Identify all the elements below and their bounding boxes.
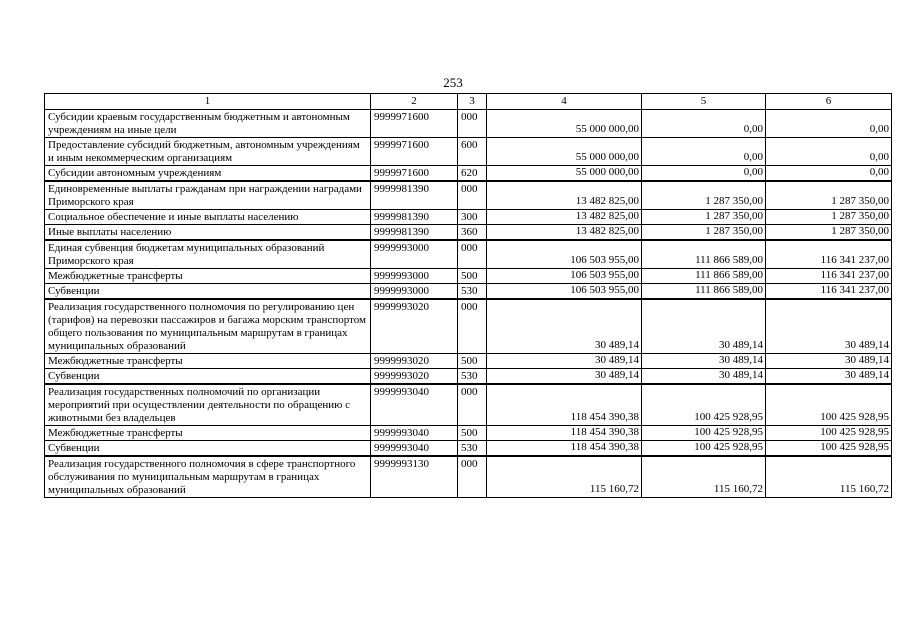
table-row — [45, 181, 892, 210]
table-row — [45, 456, 892, 498]
row-code-cell: 9999993040 — [371, 384, 458, 426]
row-value-col4: 118 454 390,38 — [487, 426, 642, 441]
row-value-col5: 111 866 589,00 — [642, 240, 766, 269]
row-value-col4: 106 503 955,00 — [487, 269, 642, 284]
row-type-cell: 530 — [458, 369, 487, 385]
row-value-col6: 0,00 — [766, 110, 892, 138]
row-value-col5: 100 425 928,95 — [642, 441, 766, 457]
row-value-col6: 116 341 237,00 — [766, 240, 892, 269]
row-type-cell: 000 — [458, 384, 487, 426]
row-value-col5: 1 287 350,00 — [642, 225, 766, 241]
row-type-cell: 530 — [458, 441, 487, 457]
row-type-cell: 500 — [458, 426, 487, 441]
table-row — [45, 299, 892, 354]
row-value-col4: 13 482 825,00 — [487, 225, 642, 241]
table-row — [45, 284, 892, 300]
row-value-col6: 1 287 350,00 — [766, 225, 892, 241]
table-row — [45, 225, 892, 241]
row-value-col4: 55 000 000,00 — [487, 166, 642, 182]
row-value-col4: 13 482 825,00 — [487, 210, 642, 225]
row-value-col4: 30 489,14 — [487, 299, 642, 354]
row-value-col4: 30 489,14 — [487, 354, 642, 369]
row-value-col5: 1 287 350,00 — [642, 181, 766, 210]
column-header: 6 — [766, 94, 892, 110]
row-type-cell: 500 — [458, 354, 487, 369]
table-row — [45, 269, 892, 284]
row-code-cell: 9999993020 — [371, 299, 458, 354]
row-code-cell: 9999993040 — [371, 426, 458, 441]
table-row — [45, 384, 892, 426]
row-name-cell: Субвенции — [45, 284, 371, 300]
row-value-col6: 116 341 237,00 — [766, 269, 892, 284]
row-value-col5: 30 489,14 — [642, 299, 766, 354]
row-value-col4: 106 503 955,00 — [487, 284, 642, 300]
column-header: 2 — [371, 94, 458, 110]
row-name-cell: Иные выплаты населению — [45, 225, 371, 241]
row-name-cell: Субвенции — [45, 369, 371, 385]
row-type-cell: 000 — [458, 110, 487, 138]
row-name-cell: Социальное обеспечение и иные выплаты населению — [45, 210, 371, 225]
row-value-col4: 55 000 000,00 — [487, 110, 642, 138]
header-row — [45, 94, 892, 110]
row-value-col4: 115 160,72 — [487, 456, 642, 498]
row-name-cell: Единая субвенция бюджетам муниципальных образований Приморского края — [45, 240, 371, 269]
row-code-cell: 9999971600 — [371, 138, 458, 166]
table-row — [45, 354, 892, 369]
row-value-col5: 1 287 350,00 — [642, 210, 766, 225]
row-type-cell: 360 — [458, 225, 487, 241]
row-name-cell: Межбюджетные трансферты — [45, 354, 371, 369]
row-value-col6: 115 160,72 — [766, 456, 892, 498]
table-row — [45, 240, 892, 269]
row-type-cell: 000 — [458, 240, 487, 269]
row-code-cell: 9999981390 — [371, 225, 458, 241]
row-value-col5: 111 866 589,00 — [642, 269, 766, 284]
row-code-cell: 9999993040 — [371, 441, 458, 457]
row-code-cell: 9999993020 — [371, 354, 458, 369]
row-value-col6: 30 489,14 — [766, 369, 892, 385]
row-name-cell: Субсидии автономным учреждениям — [45, 166, 371, 182]
row-value-col6: 116 341 237,00 — [766, 284, 892, 300]
row-value-col6: 30 489,14 — [766, 354, 892, 369]
row-value-col6: 1 287 350,00 — [766, 210, 892, 225]
row-code-cell: 9999981390 — [371, 210, 458, 225]
row-code-cell: 9999993020 — [371, 369, 458, 385]
table-row — [45, 426, 892, 441]
row-name-cell: Реализация государственного полномочия по регулированию цен (тарифов) на перевозки пассажиров и багажа морским транспортом общего пользования по муниципальным маршрутам в границах муниципальных образований — [45, 299, 371, 354]
row-value-col5: 100 425 928,95 — [642, 384, 766, 426]
row-code-cell: 9999993000 — [371, 269, 458, 284]
row-value-col6: 30 489,14 — [766, 299, 892, 354]
row-code-cell: 9999993000 — [371, 284, 458, 300]
row-value-col4: 118 454 390,38 — [487, 441, 642, 457]
row-value-col5: 0,00 — [642, 110, 766, 138]
row-value-col4: 55 000 000,00 — [487, 138, 642, 166]
row-value-col6: 1 287 350,00 — [766, 181, 892, 210]
row-value-col6: 100 425 928,95 — [766, 426, 892, 441]
row-type-cell: 620 — [458, 166, 487, 182]
row-name-cell: Межбюджетные трансферты — [45, 269, 371, 284]
row-code-cell: 9999993000 — [371, 240, 458, 269]
page-number: 253 — [443, 75, 463, 90]
row-code-cell: 9999971600 — [371, 166, 458, 182]
row-value-col4: 30 489,14 — [487, 369, 642, 385]
row-code-cell: 9999993130 — [371, 456, 458, 498]
row-value-col6: 0,00 — [766, 138, 892, 166]
row-type-cell: 000 — [458, 181, 487, 210]
row-type-cell: 000 — [458, 456, 487, 498]
row-value-col5: 30 489,14 — [642, 354, 766, 369]
column-header: 3 — [458, 94, 487, 110]
row-value-col5: 100 425 928,95 — [642, 426, 766, 441]
row-value-col6: 100 425 928,95 — [766, 384, 892, 426]
row-type-cell: 500 — [458, 269, 487, 284]
row-value-col4: 106 503 955,00 — [487, 240, 642, 269]
row-name-cell: Реализация государственных полномочий по организации мероприятий при осуществлении деятельности по обращению с животными без владельцев — [45, 384, 371, 426]
row-name-cell: Единовременные выплаты гражданам при награждении наградами Приморского края — [45, 181, 371, 210]
row-value-col6: 100 425 928,95 — [766, 441, 892, 457]
row-type-cell: 600 — [458, 138, 487, 166]
row-name-cell: Субвенции — [45, 441, 371, 457]
row-value-col4: 13 482 825,00 — [487, 181, 642, 210]
row-value-col5: 30 489,14 — [642, 369, 766, 385]
row-code-cell: 9999971600 — [371, 110, 458, 138]
row-value-col5: 111 866 589,00 — [642, 284, 766, 300]
table-row — [45, 166, 892, 182]
row-name-cell: Реализация государственного полномочия в сфере транспортного обслуживания по муниципальным маршрутам в границах муниципальных образований — [45, 456, 371, 498]
row-value-col5: 0,00 — [642, 166, 766, 182]
row-code-cell: 9999981390 — [371, 181, 458, 210]
row-name-cell: Предоставление субсидий бюджетным, автономным учреждениям и иным некоммерческим организациям — [45, 138, 371, 166]
table-row — [45, 138, 892, 166]
budget-table — [44, 93, 892, 498]
row-name-cell: Субсидии краевым государственным бюджетным и автономным учреждениям на иные цели — [45, 110, 371, 138]
row-type-cell: 300 — [458, 210, 487, 225]
row-name-cell: Межбюджетные трансферты — [45, 426, 371, 441]
row-type-cell: 000 — [458, 299, 487, 354]
table-row — [45, 369, 892, 385]
row-value-col6: 0,00 — [766, 166, 892, 182]
column-header: 5 — [642, 94, 766, 110]
row-value-col5: 0,00 — [642, 138, 766, 166]
table-row — [45, 441, 892, 457]
column-header: 1 — [45, 94, 371, 110]
row-type-cell: 530 — [458, 284, 487, 300]
table-row — [45, 110, 892, 138]
column-header: 4 — [487, 94, 642, 110]
table-row — [45, 210, 892, 225]
row-value-col5: 115 160,72 — [642, 456, 766, 498]
row-value-col4: 118 454 390,38 — [487, 384, 642, 426]
